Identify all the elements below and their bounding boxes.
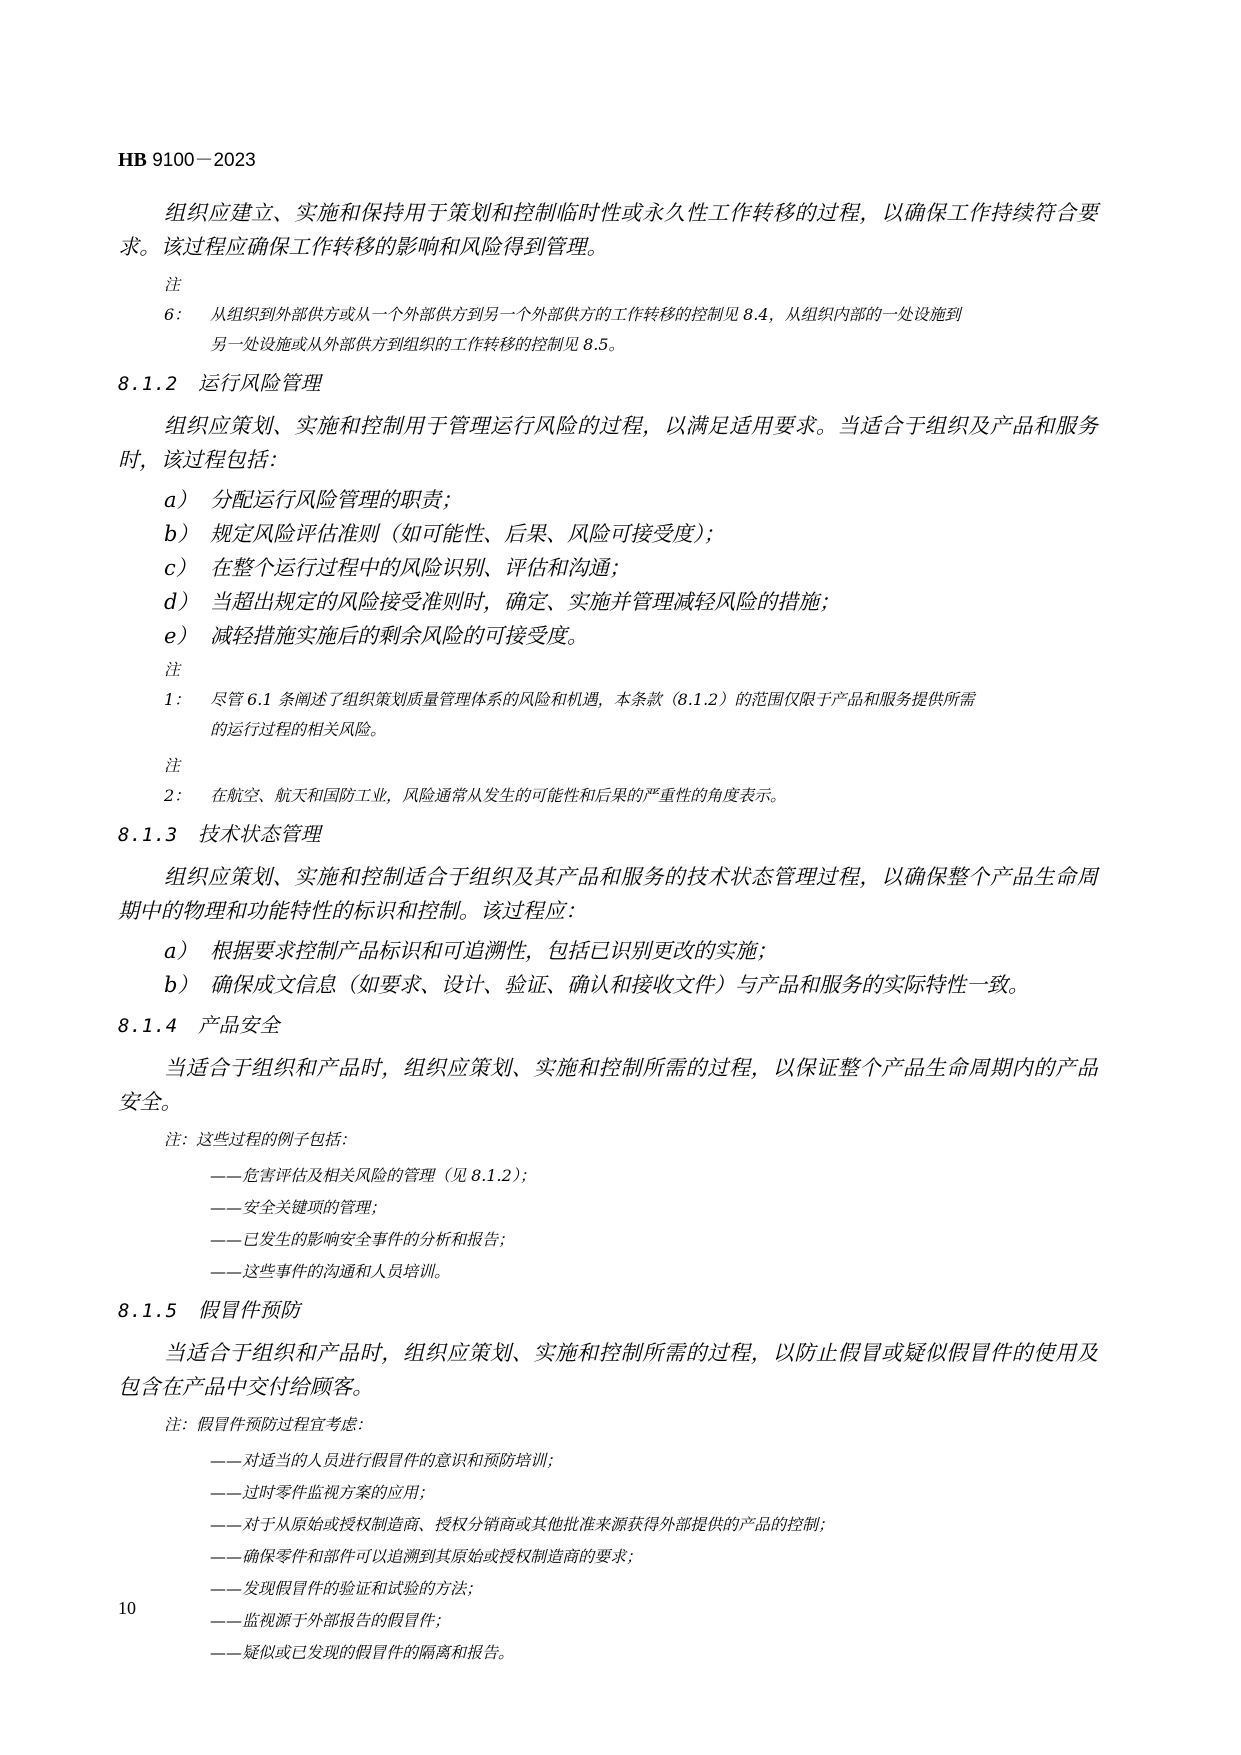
list-marker: e） [164,624,198,648]
list-marker: b） [164,522,199,546]
list-marker: b） [164,973,199,997]
note-list-item: ——已发生的影响安全事件的分析和报告； [210,1230,515,1249]
section-paragraph: 组织应策划、实施和控制用于管理运行风险的过程，以满足适用要求。当适合于组织及产品和服务时，该过程包括： [118,414,1098,472]
note-text: 这些过程的例子包括： [196,1130,357,1149]
note-text-cont: 另一处设施或从外部供方到组织的工作转移的控制见 8.5。 [210,335,625,354]
page-header [118,145,256,172]
note-6 [118,270,1098,360]
section-number: 8.1.2 [118,373,178,395]
section-paragraph: 当适合于组织和产品时，组织应策划、实施和控制所需的过程，以防止假冒或疑似假冒件的使用及包含在产品中交付给顾客。 [118,1341,1098,1399]
section-heading-8-1-2 [118,368,1098,399]
list-item [118,619,1098,653]
note-list-item: ——过时零件监视方案的应用； [210,1483,435,1502]
section-heading-8-1-3 [118,819,1098,850]
note-2 [118,751,1098,811]
note-text: 从组织到外部供方或从一个外部供方到另一个外部供方的工作转移的控制见 8.4，从组织内部的一处设施到 [210,305,961,324]
note-label: 注： [164,1415,197,1434]
list-marker: a） [164,939,198,963]
note-label: 注： [164,1130,197,1149]
note-text: 在航空、航天和国防工业，风险通常从发生的可能性和后果的严重性的角度表示。 [210,786,787,805]
section-paragraph: 组织应策划、实施和控制适合于组织及其产品和服务的技术状态管理过程，以确保整个产品生命周期中的物理和功能特性的标识和控制。该过程应： [118,865,1098,923]
note-text: 尽管 6.1 条阐述了组织策划质量管理体系的风险和机遇，本条款（8.1.2）的范围仅限于产品和服务提供所需 [210,690,975,709]
note-list-item: ——对适当的人员进行假冒件的意识和预防培训； [210,1451,563,1470]
section-title: 假冒件预防 [198,1298,301,1322]
list-item [118,934,1098,968]
list-marker: d） [164,590,199,614]
list-text: 规定风险评估准则（如可能性、后果、风险可接受度）； [210,522,725,546]
note-text-cont: 的运行过程的相关风险。 [210,720,387,739]
list-text: 分配运行风险管理的职责； [210,488,462,512]
note-label: 注 2： [164,756,191,805]
list-item [118,483,1098,517]
note-list-item: ——对于从原始或授权制造商、授权分销商或其他批准来源获得外部提供的产品的控制； [210,1515,835,1534]
section-number: 8.1.5 [118,1300,178,1322]
note-label: 注 1： [164,660,191,709]
note [118,1410,1098,1440]
note-list-item: ——监视源于外部报告的假冒件； [210,1611,451,1630]
list-812 [118,483,1098,653]
list-item [118,585,1098,619]
section-heading-8-1-5 [118,1295,1098,1326]
list-text: 确保成文信息（如要求、设计、验证、确认和接收文件）与产品和服务的实际特性一致。 [210,973,1029,997]
list-text: 根据要求控制产品标识和可追溯性，包括已识别更改的实施； [210,939,777,963]
intro-paragraph: 组织应建立、实施和保持用于策划和控制临时性或永久性工作转移的过程，以确保工作持续符合要求。该过程应确保工作转移的影响和风险得到管理。 [118,201,1098,259]
list-text: 在整个运行过程中的风险识别、评估和沟通； [210,556,630,580]
section-heading-8-1-4 [118,1010,1098,1041]
list-marker: a） [164,488,198,512]
note-list-item: ——这些事件的沟通和人员培训。 [210,1262,451,1281]
section-number: 8.1.4 [118,1015,178,1037]
section-paragraph: 当适合于组织和产品时，组织应策划、实施和控制所需的过程，以保证整个产品生命周期内的产品安全。 [118,1056,1098,1114]
list-item [118,517,1098,551]
note-text: 假冒件预防过程宜考虑： [196,1415,373,1434]
note-1 [118,655,1098,745]
list-item [118,968,1098,1002]
list-item [118,551,1098,585]
note-list-item: ——发现假冒件的验证和试验的方法； [210,1579,483,1598]
section-title: 产品安全 [198,1013,280,1037]
section-title: 技术状态管理 [198,822,321,846]
section-number: 8.1.3 [118,824,178,846]
note-list-item: ——确保零件和部件可以追溯到其原始或授权制造商的要求； [210,1547,643,1566]
list-text: 当超出规定的风险接受准则时，确定、实施并管理减轻风险的措施； [210,590,840,614]
note-list-item: ——危害评估及相关风险的管理（见 8.1.2）； [210,1166,536,1185]
list-text: 减轻措施实施后的剩余风险的可接受度。 [210,624,588,648]
note-label: 注 6： [164,275,191,324]
page-content [118,196,1098,1670]
note-list-item: ——安全关键项的管理； [210,1198,387,1217]
standard-code: HB [118,149,147,171]
page-number: 10 [118,1598,136,1618]
standard-number: 9100－2023 [152,150,256,171]
list-marker: c） [164,556,197,580]
section-title: 运行风险管理 [198,371,321,395]
note-list-item: ——疑似或已发现的假冒件的隔离和报告。 [210,1643,515,1662]
note [118,1125,1098,1155]
